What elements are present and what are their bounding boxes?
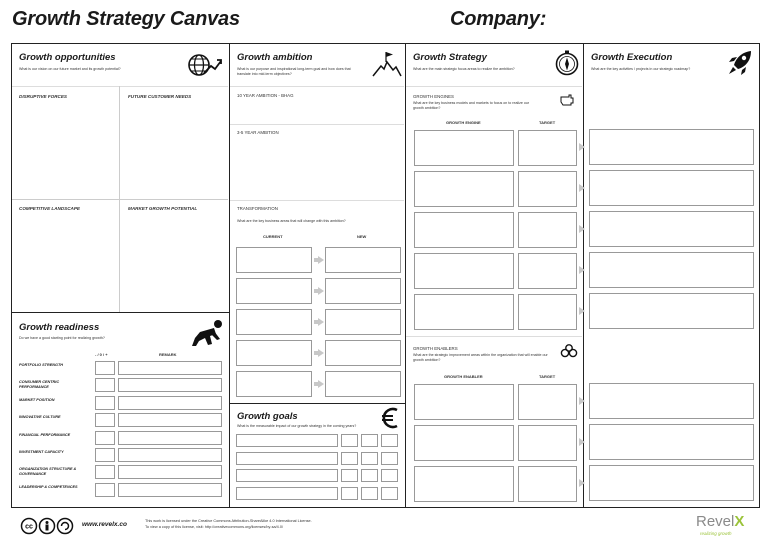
transformation-arrow-icon [318, 256, 324, 264]
canvas-title: Growth Strategy Canvas [12, 8, 240, 30]
execution-activity-field[interactable] [589, 465, 754, 501]
readiness-remark-field[interactable] [118, 396, 222, 410]
readiness-score-field[interactable] [95, 396, 115, 410]
growth-strategy-panel [405, 43, 584, 508]
strategy-to-execution-arrow-icon [579, 307, 585, 315]
engine-icon [559, 94, 575, 106]
engine-target-field[interactable] [518, 294, 577, 330]
creative-commons-icon [20, 517, 76, 535]
transformation-arrow-icon [318, 380, 324, 388]
goal-value-field[interactable] [341, 487, 358, 500]
ambition-10-year-label: 10 YEAR AMBITION - BHAG [237, 93, 294, 98]
growth-enabler-field[interactable] [414, 384, 514, 420]
readiness-remark-field[interactable] [118, 378, 222, 392]
execution-activity-field[interactable] [589, 383, 754, 419]
transformation-subtitle: What are the key business areas that will change with this ambition? [237, 219, 346, 223]
readiness-title: Growth readiness [19, 322, 100, 333]
growth-engine-field[interactable] [414, 171, 514, 207]
execution-activity-field[interactable] [589, 129, 754, 165]
revelx-logo [696, 513, 744, 530]
readiness-score-field[interactable] [95, 431, 115, 445]
globe-growth-icon [187, 52, 223, 78]
readiness-remark-field[interactable] [118, 465, 222, 479]
readiness-remark-header: REMARK [159, 352, 177, 357]
readiness-score-field[interactable] [95, 448, 115, 462]
goal-value-field[interactable] [361, 487, 378, 500]
readiness-score-field[interactable] [95, 378, 115, 392]
readiness-score-field[interactable] [95, 483, 115, 497]
goal-value-field[interactable] [361, 452, 378, 465]
goal-value-field[interactable] [381, 452, 398, 465]
transformation-arrow-icon [318, 349, 324, 357]
growth-enablers-subtitle: What are the strategic improvement areas within the organization that will enable our growth ambition? [413, 353, 548, 362]
strategy-to-execution-arrow-icon [579, 266, 585, 274]
transformation-current-field[interactable] [236, 340, 312, 366]
growth-opportunities-panel [11, 43, 230, 313]
strategy-to-execution-arrow-icon [579, 479, 585, 487]
goal-value-field[interactable] [341, 469, 358, 482]
strategy-to-execution-arrow-icon [579, 438, 585, 446]
growth-engines-title: GROWTH ENGINES [413, 94, 454, 99]
brand-name: Revel [696, 513, 735, 530]
strategy-to-execution-arrow-icon [579, 143, 585, 151]
transformation-new-field[interactable] [325, 247, 401, 273]
strategy-subtitle: What are the main strategic focus areas to realize the ambition? [413, 67, 515, 71]
goal-value-field[interactable] [341, 452, 358, 465]
readiness-score-field[interactable] [95, 413, 115, 427]
execution-title: Growth Execution [591, 52, 673, 63]
transformation-new-field[interactable] [325, 371, 401, 397]
transformation-new-header: NEW [357, 234, 367, 239]
goal-description-field[interactable] [236, 434, 338, 447]
ambition-subtitle: What is our purpose and inspirational long-term goal and how does that translate into mid-term objectives? [237, 67, 351, 76]
readiness-remark-field[interactable] [118, 413, 222, 427]
goal-description-field[interactable] [236, 487, 338, 500]
readiness-remark-field[interactable] [118, 431, 222, 445]
engine-target-header: TARGET [539, 120, 556, 125]
readiness-remark-field[interactable] [118, 361, 222, 375]
goal-value-field[interactable] [381, 434, 398, 447]
growth-engine-header: GROWTH ENGINE [446, 120, 481, 125]
execution-activity-field[interactable] [589, 211, 754, 247]
execution-subtitle: What are the key activities / projects in our strategic roadmap? [591, 67, 691, 71]
ambition-title: Growth ambition [237, 52, 313, 63]
enabler-target-field[interactable] [518, 425, 577, 461]
readiness-row-label: ORGANIZATION STRUCTURE & GOVERNANCE [19, 467, 77, 476]
quadrant-disruptive-forces: DISRUPTIVE FORCES [19, 94, 67, 99]
engine-target-field[interactable] [518, 171, 577, 207]
runner-start-icon [192, 319, 224, 347]
execution-activity-field[interactable] [589, 252, 754, 288]
execution-activity-field[interactable] [589, 424, 754, 460]
execution-activity-field[interactable] [589, 293, 754, 329]
enabler-target-header: TARGET [539, 374, 556, 379]
enabler-target-field[interactable] [518, 384, 577, 420]
execution-activity-field[interactable] [589, 170, 754, 206]
opportunities-subtitle: What is our vision on our future market and its growth potential? [19, 67, 121, 71]
goals-subtitle: What is the measurable impact of our growth strategy in the coming years? [237, 424, 357, 428]
goal-value-field[interactable] [361, 434, 378, 447]
growth-enabler-field[interactable] [414, 466, 514, 502]
goals-title: Growth goals [237, 411, 298, 422]
footer-url[interactable]: www.revelx.co [82, 521, 127, 528]
growth-enabler-header: GROWTH ENABLER [444, 374, 483, 379]
enabler-target-field[interactable] [518, 466, 577, 502]
company-label: Company: [450, 8, 547, 30]
license-line-2[interactable]: To view a copy of this license, visit: http://creativecommons.org/licenses/by-sa/4.0/ [145, 525, 284, 529]
goal-description-field[interactable] [236, 469, 338, 482]
strategy-title: Growth Strategy [413, 52, 487, 63]
transformation-current-field[interactable] [236, 371, 312, 397]
readiness-remark-field[interactable] [118, 483, 222, 497]
strategy-to-execution-arrow-icon [579, 225, 585, 233]
engine-target-field[interactable] [518, 253, 577, 289]
readiness-score-field[interactable] [95, 465, 115, 479]
readiness-row-label: FINANCIAL PERFORMANCE [19, 432, 71, 437]
quadrant-competitive-landscape: COMPETITIVE LANDSCAPE [19, 206, 80, 211]
gears-icon [560, 344, 578, 358]
transformation-arrow-icon [318, 287, 324, 295]
transformation-new-field[interactable] [325, 340, 401, 366]
transformation-new-field[interactable] [325, 278, 401, 304]
transformation-current-header: CURRENT [263, 234, 283, 239]
goal-value-field[interactable] [341, 434, 358, 447]
euro-icon [380, 406, 400, 430]
mountain-flag-icon [372, 50, 402, 78]
readiness-score-header: - / 0 / + [95, 352, 108, 357]
readiness-subtitle: Do we have a good starting point for realizing growth? [19, 336, 105, 340]
goal-description-field[interactable] [236, 452, 338, 465]
transformation-title: TRANSFORMATION [237, 206, 278, 211]
growth-ambition-panel [229, 43, 406, 404]
brand-x: X [734, 513, 745, 530]
growth-enabler-field[interactable] [414, 425, 514, 461]
growth-engines-subtitle: What are the key business models and markets to focus on to realize our growth ambition? [413, 101, 530, 110]
opportunities-title: Growth opportunities [19, 52, 116, 63]
readiness-row-label: LEADERSHIP & COMPETENCES [19, 484, 78, 489]
transformation-arrow-icon [318, 318, 324, 326]
readiness-row-label: CONSUMER CENTRIC PERFORMANCE [19, 380, 60, 389]
growth-goals-panel [229, 403, 406, 508]
readiness-row-label: INVESTMENT CAPACITY [19, 450, 64, 454]
engine-target-field[interactable] [518, 130, 577, 166]
growth-readiness-panel [11, 312, 230, 508]
readiness-row-label: INNOVATIVE CULTURE [19, 415, 61, 420]
compass-icon [554, 49, 580, 77]
growth-enablers-title: GROWTH ENABLERS [413, 346, 458, 351]
strategy-to-execution-arrow-icon [579, 184, 585, 192]
brand-tagline: realizing growth [700, 531, 732, 536]
transformation-current-field[interactable] [236, 278, 312, 304]
readiness-row-label: MARKET POSITION [19, 397, 55, 402]
readiness-row-label: PORTFOLIO STRENGTH [19, 363, 64, 367]
growth-engine-field[interactable] [414, 130, 514, 166]
rocket-icon [727, 49, 753, 77]
readiness-remark-field[interactable] [118, 448, 222, 462]
quadrant-market-growth-potential: MARKET GROWTH POTENTIAL [128, 206, 198, 211]
transformation-current-field[interactable] [236, 309, 312, 335]
goal-value-field[interactable] [381, 469, 398, 482]
license-line-1: This work is licensed under the Creative Commons Attribution-ShareAlike 4.0 International License. [145, 519, 312, 523]
goal-value-field[interactable] [381, 487, 398, 500]
transformation-new-field[interactable] [325, 309, 401, 335]
transformation-current-field[interactable] [236, 247, 312, 273]
growth-engine-field[interactable] [414, 294, 514, 330]
goal-value-field[interactable] [361, 469, 378, 482]
growth-engine-field[interactable] [414, 212, 514, 248]
strategy-to-execution-arrow-icon [579, 397, 585, 405]
ambition-3-5-year-label: 3-5 YEAR AMBITION [237, 130, 279, 135]
growth-engine-field[interactable] [414, 253, 514, 289]
quadrant-future-customer-needs: FUTURE CUSTOMER NEEDS [128, 94, 192, 99]
readiness-score-field[interactable] [95, 361, 115, 375]
svg-text:cc: cc [25, 523, 33, 531]
engine-target-field[interactable] [518, 212, 577, 248]
